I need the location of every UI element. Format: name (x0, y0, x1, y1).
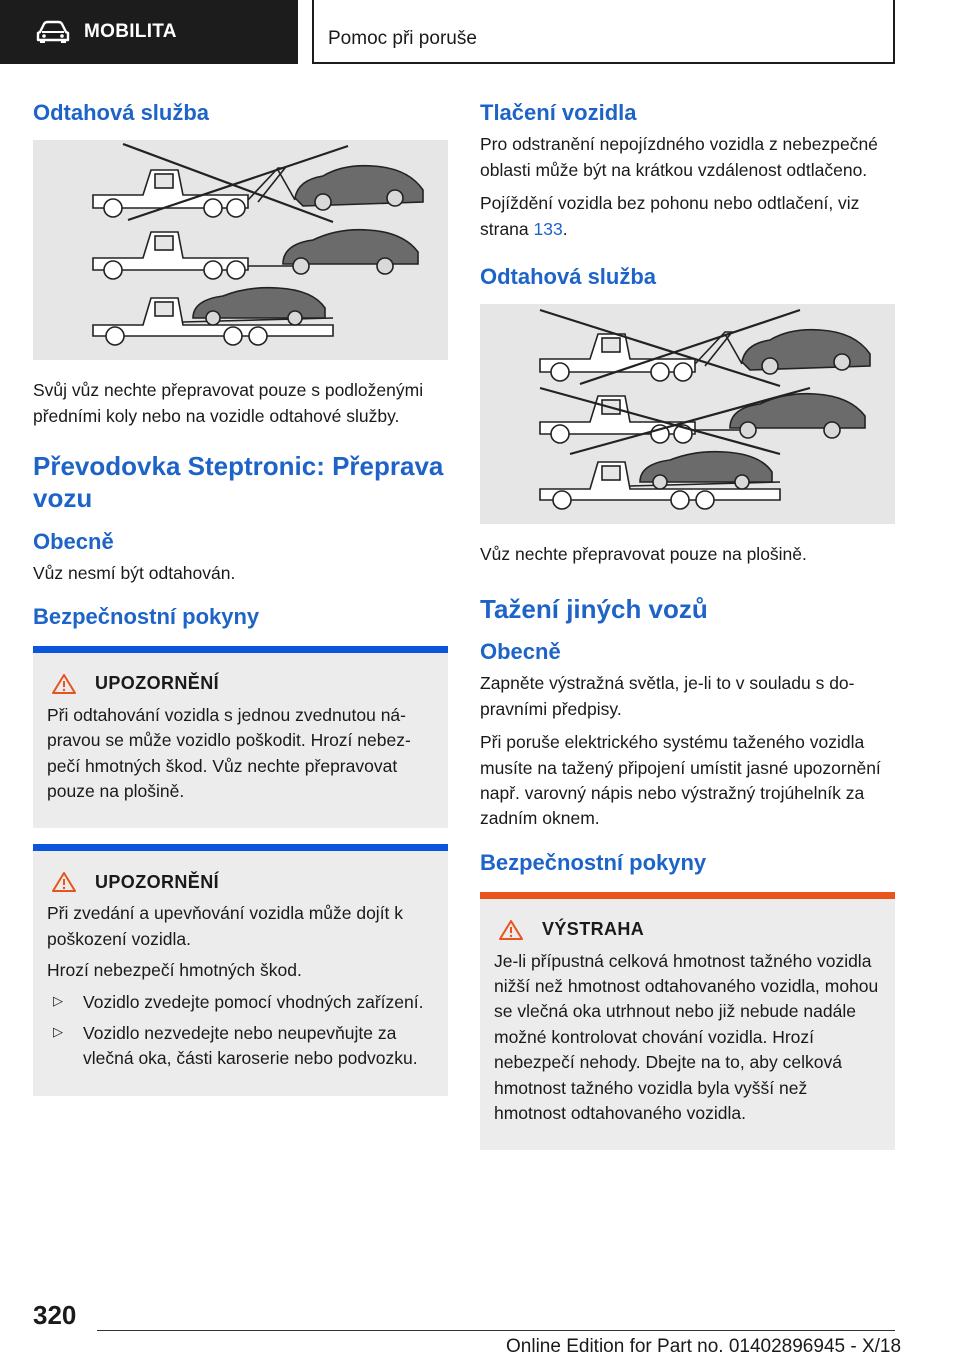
notice-text: Hrozí nebezpečí hmotných škod. (47, 960, 302, 981)
section-tab (0, 0, 298, 64)
heading-towing-service: Odtahová služba (480, 263, 657, 289)
heading-towing-others: Tažení jiných vozů (480, 593, 708, 624)
triangle-bullet-icon: ▷ (53, 992, 63, 1008)
page-link[interactable]: 133 (533, 218, 563, 239)
towing-illustration (480, 304, 895, 524)
notice-box (33, 646, 448, 829)
warning-triangle-icon (51, 871, 77, 893)
footer-divider (97, 1330, 895, 1331)
notice-box (33, 844, 448, 1095)
right-column (480, 100, 895, 1160)
warning-box (480, 892, 895, 1151)
notice-text: Při odtahování vozidla s jednou zvednutou nápravou se může vozidlo poškodit. Hrozí nebezpečí hmotných škod. Vůz nechte přepravovat pouze na plošině. (47, 704, 411, 802)
notice-title: UPOZORNĚNÍ (95, 871, 220, 892)
heading-steptronic: Převodovka Steptronic: Přeprava vozu (33, 451, 444, 513)
warning-triangle-icon (498, 919, 524, 941)
pushing-text: Pro odstranění nepojízdného vozidla z nebezpečné oblasti může být na krátkou vzdálenost odtlačeno. (480, 134, 878, 180)
warning-text: Je-li přípustná celková hmotnost tažného vozidla nižší než hmotnost odtahovaného vozidla, mohou se vlečná oka utrhnout nebo již nebude nadále možné kontrolovat chování vozidla. Hrozí nebezpečí nehody. Dbejte na to, aby celková hmotnost tažného vozidla byla vyšší než hmotnost odtahovaného vozidla. (494, 950, 879, 1123)
warning-triangle-icon (51, 673, 77, 695)
notice-title: UPOZORNĚNÍ (95, 673, 220, 694)
heading-towing-service: Odtahová služba (33, 100, 210, 125)
chapter-title: Pomoc při poruše (312, 0, 895, 64)
left-column (33, 100, 448, 1106)
heading-general: Obecně (33, 528, 114, 554)
general-text: Zapněte výstražná světla, je-li to v souladu s dopravními předpisy. (480, 673, 855, 719)
general-text: Při poruše elektrického systému taženého vozidla musíte na tažený připojení umístit jasné upozornění např. varovný nápis nebo výstražný trojúhelník za zadním oknem. (480, 732, 881, 829)
warning-title: VÝSTRAHA (542, 919, 645, 940)
towing-illustration (33, 140, 448, 360)
car-icon (36, 20, 70, 44)
general-text: Vůz nesmí být odtahován. (33, 562, 236, 583)
heading-pushing: Tlačení vozidla (480, 100, 637, 125)
triangle-bullet-icon: ▷ (53, 1023, 63, 1039)
notice-text: Při zvedání a upevňování vozidla může dojít k poškození vozidla. (47, 903, 404, 949)
heading-general: Obecně (480, 639, 561, 665)
list-item: ▷ Vozidlo zvedejte pomocí vhodných zařízení. (47, 990, 434, 1015)
heading-safety: Bezpečnostní pokyny (33, 603, 260, 629)
section-title: MOBILITA (84, 21, 177, 42)
rolling-text: Pojíždění vozidla bez pohonu nebo odtlačení, viz strana 133. (480, 193, 860, 239)
page-number: 320 (33, 1300, 77, 1330)
heading-safety: Bezpečnostní pokyny (480, 849, 707, 875)
footer-edition: Online Edition for Part no. 01402896945 - X/18 (506, 1336, 902, 1357)
list-item: ▷ Vozidlo nezvedejte nebo neupevňujte za vlečná oka, části karoserie nebo podvozku. (47, 1021, 434, 1072)
towing-text: Svůj vůz nechte přepravovat pouze s podloženými předními koly nebo na vozidle odtahové služby. (33, 380, 424, 426)
towing-text: Vůz nechte přepravovat pouze na plošině. (480, 544, 807, 565)
